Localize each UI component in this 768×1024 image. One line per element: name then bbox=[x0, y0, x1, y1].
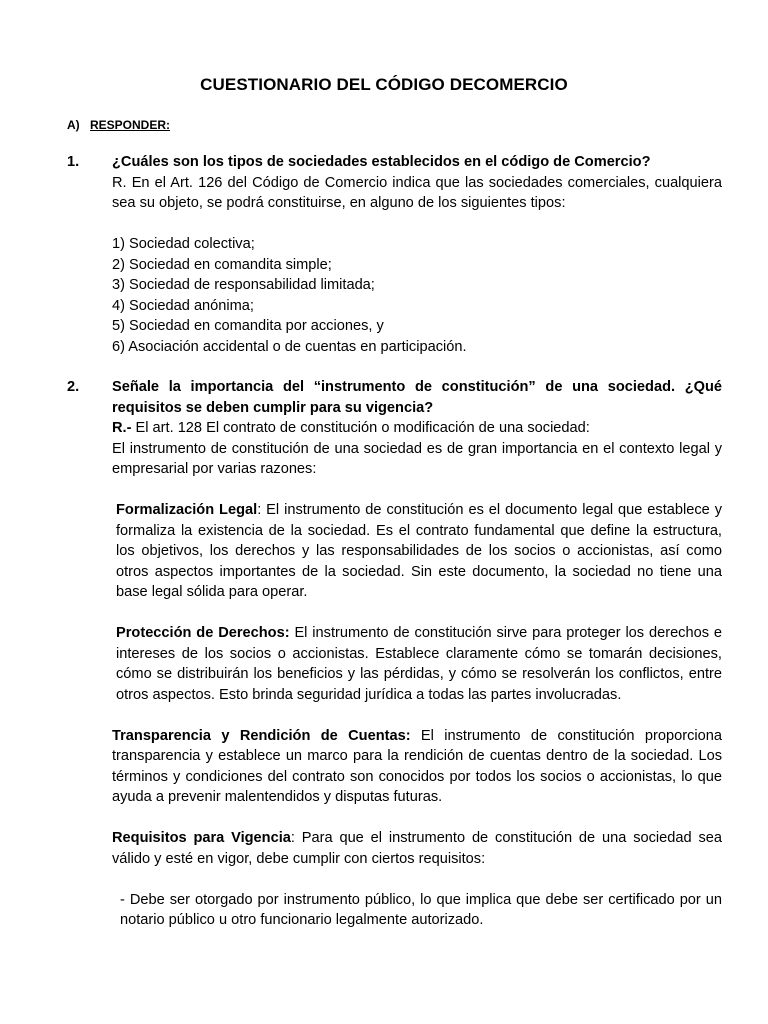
list-item: 4) Sociedad anónima; bbox=[112, 297, 254, 314]
question-number: 2. bbox=[67, 379, 80, 395]
spacer bbox=[112, 603, 722, 624]
list-item: 3) Sociedad de responsabilidad limitada; bbox=[112, 277, 375, 293]
point-term: Protección de Derechos: bbox=[116, 625, 290, 641]
question-text: ¿Cuáles son los tipos de sociedades establecidos en el código de Comercio? bbox=[112, 154, 651, 170]
section-letter: A) bbox=[67, 118, 80, 132]
point-term: Requisitos para Vigencia bbox=[112, 830, 291, 846]
point-paragraph bbox=[112, 623, 722, 705]
point-paragraph bbox=[112, 828, 722, 869]
point-text: Para que el instrumento de constitución de una sociedad sea válido y esté en vigor, debe cumplir con ciertos requisitos: bbox=[112, 830, 722, 867]
answer-prefix: R.- bbox=[112, 420, 132, 436]
spacer bbox=[112, 869, 722, 890]
point-text: El instrumento de constitución proporciona transparencia y establece un marco para la rendición de cuentas dentro de la sociedad. Los términos y condiciones del contrato son conocidos por todos los socios o accionistas, lo que ayuda a prevenir malentendidos y disputas futuras. bbox=[112, 727, 722, 805]
spacer bbox=[112, 214, 722, 235]
section-heading bbox=[67, 117, 170, 133]
section-label: RESPONDER: bbox=[90, 118, 171, 132]
point-paragraph bbox=[112, 500, 722, 603]
list-item: 1) Sociedad colectiva; bbox=[112, 236, 255, 252]
point-paragraph bbox=[112, 726, 722, 808]
intro-paragraph: El instrumento de constitución de una sociedad es de gran importancia en el contexto legal y empresarial por varias razones: bbox=[112, 440, 722, 477]
point-text: El instrumento de constitución sirve para proteger los derechos e intereses de los socios o accionistas. Establece claramente cómo se tomarán decisiones, cómo se distribuirán los beneficios y las pérdidas, y cómo se resolverán los conflictos, entre otros aspectos. Esto brinda seguridad jurídica a todas las partes involucradas. bbox=[116, 625, 722, 703]
spacer bbox=[112, 480, 722, 501]
question-body bbox=[112, 152, 722, 357]
answer-text: R. En el Art. 126 del Código de Comercio indica que las sociedades comerciales, cualquiera sea su objeto, se podrá constituirse, en alguno de los siguientes tipos: bbox=[112, 174, 722, 211]
document-title: CUESTIONARIO DEL CÓDIGO DECOMERCIO bbox=[200, 75, 568, 94]
list-item: 5) Sociedad en comandita por acciones, y bbox=[112, 318, 384, 334]
question-body bbox=[112, 377, 722, 931]
point-separator: : bbox=[257, 502, 262, 518]
spacer bbox=[112, 705, 722, 726]
answer-text: El art. 128 El contrato de constitución o modificación de una sociedad: bbox=[131, 420, 590, 436]
list-item: 2) Sociedad en comandita simple; bbox=[112, 256, 332, 273]
point-separator: : bbox=[290, 830, 295, 846]
point-text: El instrumento de constitución es el documento legal que establece y formaliza la existencia de la sociedad. Es el contrato fundamental que define la estructura, los objetivos, los derechos y las responsabilidades de los socios o accionistas, así como otros aspectos importantes de la sociedad. Sin este documento, la sociedad no tiene una base legal sólida para operar. bbox=[116, 502, 722, 600]
answer-line bbox=[112, 418, 722, 439]
list-item: 6) Asociación accidental o de cuentas en participación. bbox=[112, 338, 467, 355]
point-term: Formalización Legal bbox=[116, 502, 258, 518]
requirement-paragraph: - Debe ser otorgado por instrumento público, lo que implica que debe ser certificado por un notario público u otro funcionario legalmente autorizado. bbox=[120, 891, 722, 928]
question-text: Señale la importancia del “instrumento de constitución” de una sociedad. ¿Qué requisitos se deben cumplir para su vigencia? bbox=[112, 379, 722, 416]
spacer bbox=[112, 808, 722, 829]
question-number: 1. bbox=[67, 154, 80, 170]
point-term: Transparencia y Rendición de Cuentas: bbox=[112, 727, 411, 744]
